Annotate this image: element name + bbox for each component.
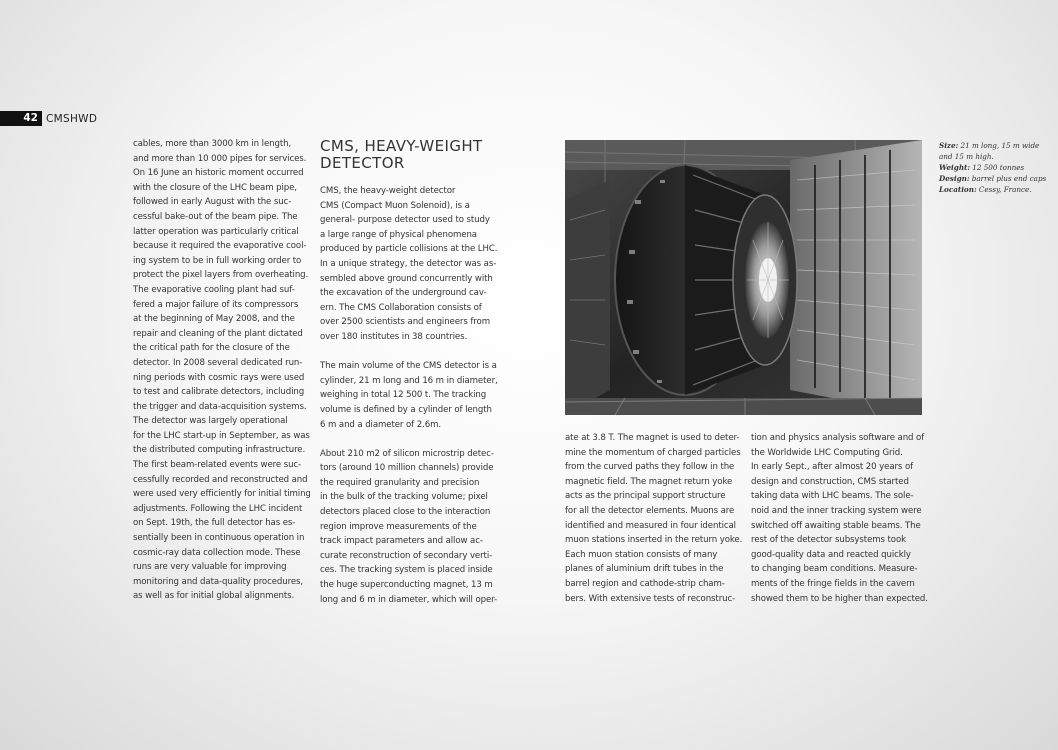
text-line: the excavation of the underground cav-	[320, 288, 487, 299]
text-line: bers. With extensive tests of reconstruc-	[565, 593, 736, 604]
text-line: because it required the evaporative cool-	[133, 241, 307, 252]
text-line: 6 m and a diameter of 2.6m.	[320, 419, 441, 430]
text-line: In a unique strategy, the detector was as-	[320, 258, 497, 269]
heading-line: DETECTOR	[320, 154, 405, 172]
text-line: latter operation was particularly critical	[133, 226, 299, 237]
caption-design	[939, 173, 1049, 184]
text-line: adjustments. Following the LHC incident	[133, 503, 303, 514]
text-line: region improve measurements of the	[320, 521, 477, 532]
section-label: CMSHWD	[46, 112, 98, 125]
caption-label: Design:	[939, 174, 970, 183]
text-line: sembled above ground concurrently with	[320, 273, 493, 284]
page-folio	[0, 111, 97, 126]
text-line: ces. The tracking system is placed inside	[320, 565, 493, 576]
text-line: The evaporative cooling plant had suf-	[133, 284, 295, 295]
text-line: The first beam-related events were suc-	[133, 460, 302, 471]
text-line: at the beginning of May 2008, and the	[133, 314, 295, 325]
text-line: produced by particle collisions at the LHC.	[320, 244, 498, 255]
caption-label: Size:	[939, 141, 959, 150]
text-line: track impact parameters and allow ac-	[320, 536, 483, 547]
text-line: muon stations inserted in the return yoke.	[565, 535, 743, 546]
text-line: in the bulk of the tracking volume; pixel	[320, 492, 488, 503]
text-line: followed in early August with the suc-	[133, 197, 292, 208]
text-line: About 210 m2 of silicon microstrip detec-	[320, 448, 494, 459]
text-line: the huge superconducting magnet, 13 m	[320, 580, 493, 591]
caption-value: Cessy, France.	[976, 185, 1032, 194]
heading-line: CMS, HEAVY-WEIGHT	[320, 137, 483, 155]
text-line: fered a major failure of its compressors	[133, 299, 299, 310]
text-line: over 180 institutes in 38 countries.	[320, 331, 468, 342]
text-line: curate reconstruction of secondary verti-	[320, 550, 493, 561]
text-line: the required granularity and precision	[320, 477, 480, 488]
text-line: ning periods with cosmic rays were used	[133, 372, 305, 383]
text-column-2	[320, 138, 500, 607]
text-line: planes of aluminium drift tubes in the	[565, 564, 724, 575]
text-line: noid and the inner tracking system were	[751, 505, 922, 516]
text-line: The detector was largely operational	[133, 416, 288, 427]
caption-weight	[939, 162, 1049, 173]
text-line: tors (around 10 million channels) provide	[320, 463, 494, 474]
caption-size-cont: and 15 m high.	[939, 152, 994, 161]
text-line: acts as the principal support structure	[565, 491, 726, 502]
article-heading	[320, 138, 500, 172]
text-line: over 2500 scientists and engineers from	[320, 317, 490, 328]
caption-size	[939, 140, 1049, 151]
text-line: a large range of physical phenomena	[320, 229, 477, 240]
text-line: In early Sept., after almost 20 years of	[751, 462, 914, 473]
text-line: general- purpose detector used to study	[320, 215, 490, 226]
paragraph-gap	[320, 345, 500, 360]
text-line: for all the detector elements. Muons are	[565, 505, 735, 516]
text-line: and more than 10 000 pipes for services.	[133, 153, 307, 164]
text-line: ments of the fringe fields in the cavern	[751, 578, 915, 589]
paragraph-gap	[320, 432, 500, 447]
text-line: ing system to be in full working order to	[133, 255, 302, 266]
text-column-3	[565, 431, 743, 606]
text-line: from the curved paths they follow in the	[565, 462, 735, 473]
text-line: the critical path for the closure of the	[133, 343, 290, 354]
text-line: volume is defined by a cylinder of length	[320, 404, 492, 415]
photo-caption	[939, 140, 1049, 195]
text-line: ate at 3.8 T. The magnet is used to deter-	[565, 433, 740, 443]
text-line: On 16 June an historic moment occurred	[133, 168, 304, 179]
text-line: mine the momentum of charged particles	[565, 447, 741, 458]
text-line: tion and physics analysis software and of	[751, 433, 925, 443]
text-line: cessful bake-out of the beam pipe. The	[133, 211, 298, 222]
caption-label: Weight:	[939, 163, 971, 172]
text-line: the distributed computing infrastructure.	[133, 445, 306, 456]
caption-location	[939, 184, 1049, 195]
caption-value: barrel plus end caps	[969, 174, 1047, 183]
text-line: cables, more than 3000 km in length,	[133, 139, 292, 149]
text-line: CMS, the heavy-weight detector	[320, 186, 456, 196]
text-line: repair and cleaning of the plant dictated	[133, 328, 303, 339]
text-line: were used very efficiently for initial timing	[133, 489, 311, 500]
text-line: CMS (Compact Muon Solenoid), is a	[320, 200, 470, 211]
page-number: 42	[0, 111, 42, 126]
text-column-4	[751, 431, 929, 606]
detector-illustration	[565, 140, 922, 415]
text-column-1	[133, 137, 309, 604]
text-line: to test and calibrate detectors, including	[133, 387, 305, 398]
text-line: on Sept. 19th, the full detector has es-	[133, 518, 296, 529]
text-line: runs are very valuable for improving	[133, 562, 287, 573]
text-line: taking data with LHC beams. The sole-	[751, 491, 914, 502]
text-line: the Worldwide LHC Computing Grid.	[751, 447, 903, 458]
cms-detector-photo	[565, 140, 922, 415]
caption-label: Location:	[939, 185, 977, 194]
text-line: for the LHC start-up in September, as was	[133, 430, 310, 441]
caption-value: 21 m long, 15 m wide	[958, 141, 1040, 150]
text-line: cessfully recorded and reconstructed and	[133, 474, 308, 485]
text-line: as well as for initial global alignments.	[133, 591, 295, 602]
text-line: ern. The CMS Collaboration consists of	[320, 302, 482, 313]
text-line: cosmic-ray data collection mode. These	[133, 547, 301, 558]
text-line: showed them to be higher than expected.	[751, 593, 928, 604]
text-line: the trigger and data-acquisition systems.	[133, 401, 307, 412]
text-line: cylinder, 21 m long and 16 m in diameter,	[320, 375, 498, 386]
text-line: magnetic field. The magnet return yoke	[565, 476, 733, 487]
text-line: The main volume of the CMS detector is a	[320, 361, 497, 372]
text-line: sentially been in continuous operation in	[133, 533, 305, 544]
caption-value: 12 500 tonnes	[970, 163, 1025, 172]
text-line: switched off awaiting stable beams. The	[751, 520, 921, 531]
text-line: Each muon station consists of many	[565, 549, 718, 560]
text-line: with the closure of the LHC beam pipe,	[133, 182, 297, 193]
text-line: good-quality data and reacted quickly	[751, 549, 911, 560]
text-line: protect the pixel layers from overheating.	[133, 270, 309, 281]
text-line: design and construction, CMS started	[751, 476, 909, 487]
text-line: long and 6 m in diameter, which will oper-	[320, 594, 498, 605]
text-line: barrel region and cathode-strip cham-	[565, 578, 725, 589]
text-line: detector. In 2008 several dedicated run-	[133, 357, 303, 368]
text-line: monitoring and data-quality procedures,	[133, 576, 304, 587]
text-line: detectors placed close to the interaction	[320, 507, 491, 518]
text-line: identified and measured in four identical	[565, 520, 736, 531]
text-line: rest of the detector subsystems took	[751, 535, 906, 546]
text-line: weighing in total 12 500 t. The tracking	[320, 390, 487, 401]
text-line: to changing beam conditions. Measure-	[751, 564, 918, 575]
